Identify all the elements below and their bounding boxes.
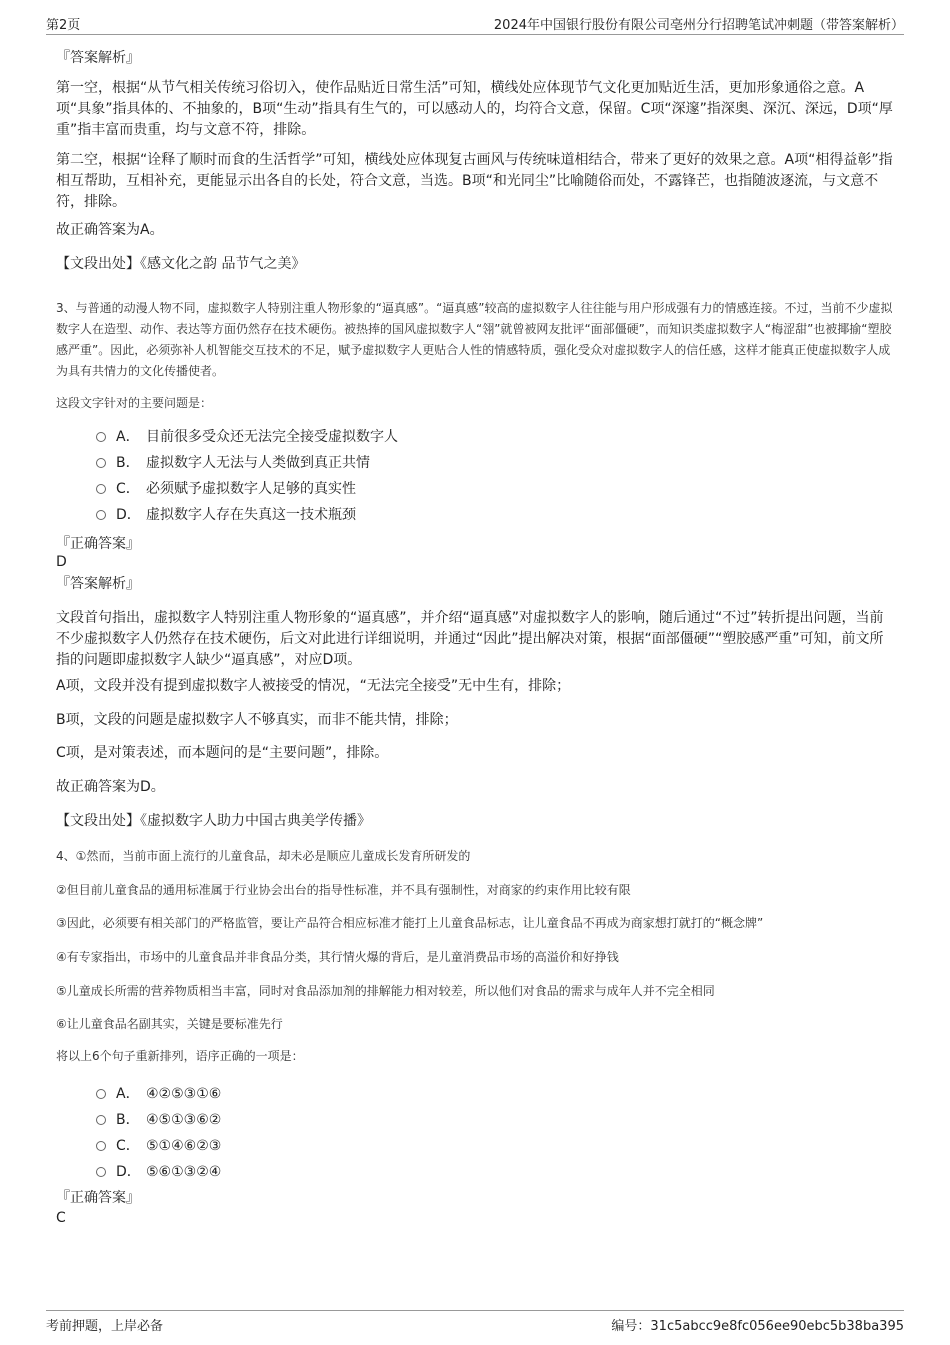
radio-icon[interactable] (96, 1141, 106, 1151)
page-footer (46, 1310, 904, 1333)
q3-conclusion: 故正确答案为D。 (56, 779, 165, 795)
page-number: 第2页 (46, 18, 81, 33)
page-header (46, 12, 904, 35)
q4-sentence-3: ③因此，必须要有相关部门的严格监管，要让产品符合相应标准才能打上儿童食品标志，让儿童食品不再成为商家想打就打的“概念牌” (56, 916, 764, 930)
footer-slogan: 考前押题，上岸必备 (46, 1319, 164, 1334)
q3-answer-label: 『正确答案』 (56, 536, 140, 552)
radio-icon[interactable] (96, 1089, 106, 1099)
document-title: 2024年中国银行股份有限公司亳州分行招聘笔试冲刺题（带答案解析） (493, 18, 904, 33)
q3-option-b[interactable]: B． 虚拟数字人无法与人类做到真正共情 (96, 453, 370, 474)
q4-sentence-2: ②但目前儿童食品的通用标准属于行业协会出台的指导性标准，并不具有强制性，对商家的约束作用比较有限 (56, 883, 631, 897)
radio-icon[interactable] (96, 432, 106, 442)
q4-question: 将以上6个句子重新排列，语序正确的一项是： (56, 1049, 304, 1063)
radio-icon[interactable] (96, 484, 106, 494)
q2-analysis-para-1: 第一空，根据“从节气相关传统习俗切入，使作品贴近日常生活”可知，横线处应体现节气文化更加贴近生活，更加形象通俗之意。A项“具象”指具体的、不抽象的，B项“生动”指具有生气的，可以感动人的，均符合文意，保留。C项“深邃”指深奥、深沉、深远，D项“厚重”指丰富而贵重，均与文意不符，排除。 (56, 80, 893, 138)
q3-analysis-label: 『答案解析』 (56, 576, 140, 592)
q3-analysis-para-3: B项，文段的问题是虚拟数字人不够真实，而非不能共情，排除； (56, 712, 458, 728)
q3-analysis-para-4: C项，是对策表述，而本题问的是“主要问题”，排除。 (56, 745, 389, 761)
q4-option-b[interactable]: B． ④⑤①③⑥② (96, 1110, 221, 1131)
q3-option-d[interactable]: D． 虚拟数字人存在失真这一技术瓶颈 (96, 505, 356, 526)
q4-sentence-1: 4、①然而，当前市面上流行的儿童食品，却未必是顺应儿童成长发育所研发的 (56, 849, 471, 863)
q4-sentence-6: ⑥让儿童食品名副其实，关键是要标准先行 (56, 1017, 283, 1031)
q4-sentence-5: ⑤儿童成长所需的营养物质相当丰富，同时对食品添加剂的排解能力相对较差，所以他们对食品的需求与成年人并不完全相同 (56, 984, 715, 998)
q4-option-a[interactable]: A． ④②⑤③①⑥ (96, 1084, 221, 1105)
q3-question: 这段文字针对的主要问题是： (56, 396, 213, 410)
radio-icon[interactable] (96, 458, 106, 468)
q4-option-c[interactable]: C． ⑤①④⑥②③ (96, 1136, 221, 1157)
radio-icon[interactable] (96, 510, 106, 520)
q4-answer-label: 『正确答案』 (56, 1190, 140, 1206)
q2-conclusion: 故正确答案为A。 (56, 222, 164, 238)
radio-icon[interactable] (96, 1115, 106, 1125)
q2-source: 【文段出处】《感文化之韵 品节气之美》 (56, 256, 306, 272)
document-id: 编号：31c5abcc9e8fc056ee90ebc5b38ba395 (611, 1319, 904, 1334)
q3-option-a[interactable]: A． 目前很多受众还无法完全接受虚拟数字人 (96, 427, 398, 448)
q2-analysis-para-2: 第二空，根据“诠释了顺时而食的生活哲学”可知，横线处应体现复古画风与传统味道相结合，带来了更好的效果之意。A项“相得益彰”指相互帮助，互相补充，更能显示出各自的长处，符合文意，当选。B项“和光同尘”比喻随俗而处，不露锋芒，也指随波逐流，与文意不符，排除。 (56, 152, 893, 210)
q4-answer: C (56, 1210, 66, 1226)
q4-option-d[interactable]: D． ⑤⑥①③②④ (96, 1162, 221, 1183)
q3-source: 【文段出处】《虚拟数字人助力中国古典美学传播》 (56, 813, 371, 829)
q2-analysis-label: 『答案解析』 (56, 50, 140, 66)
q3-option-c[interactable]: C． 必须赋予虚拟数字人足够的真实性 (96, 479, 356, 500)
q3-analysis-para-2: A项，文段并没有提到虚拟数字人被接受的情况，“无法完全接受”无中生有，排除； (56, 678, 571, 694)
radio-icon[interactable] (96, 1167, 106, 1177)
q4-sentence-4: ④有专家指出，市场中的儿童食品并非食品分类，其行情火爆的背后，是儿童消费品市场的高溢价和好挣钱 (56, 950, 619, 964)
q3-answer: D (56, 554, 67, 570)
q3-stem: 3、与普通的动漫人物不同，虚拟数字人特别注重人物形象的“逼真感”。“逼真感”较高的虚拟数字人往往能与用户形成强有力的情感连接。不过，当前不少虚拟数字人在造型、动作、表达等方面仍然存在技术硬伤。被热捧的国风虚拟数字人“翎”就曾被网友批评“面部僵硬”，而知识类虚拟数字人“梅涩甜”也被揶揄“塑胶感严重”。因此，必须弥补人机智能交互技术的不足，赋予虚拟数字人更贴合人性的情感特质，强化受众对虚拟数字人的信任感，这样才能真正使虚拟数字人成为具有共情力的文化传播使者。 (56, 301, 893, 378)
q3-analysis-para-1: 文段首句指出，虚拟数字人特别注重人物形象的“逼真感”，并介绍“逼真感”对虚拟数字人的影响，随后通过“不过”转折提出问题，当前不少虚拟数字人仍然存在技术硬伤，后文对此进行详细说明，并通过“因此”提出解决对策，根据“面部僵硬”“塑胶感严重”可知，前文所指的问题即虚拟数字人缺少“逼真感”，对应D项。 (56, 610, 884, 668)
